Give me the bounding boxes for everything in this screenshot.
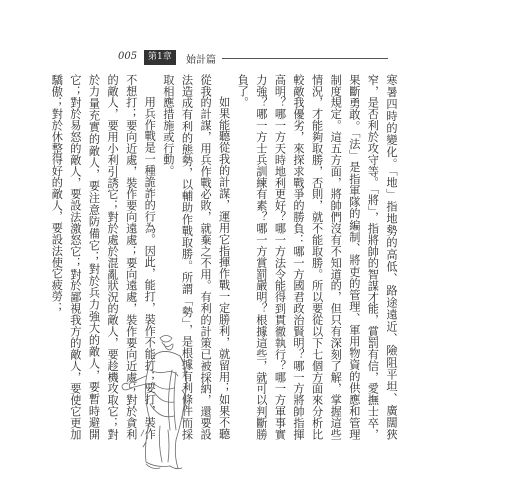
header-divider [222,58,388,59]
page-header [118,50,388,66]
section-title: 始計篇 [186,55,216,66]
paragraph-1: 寒暑四時的變化。「地」指地勢的高低、路途遠近、險阻平坦、廣闊狹窄，是否利於攻守等。「將」，指將帥的智謀才能，賞罰有信，愛撫士卒，果斷勇敢。「法」是指軍隊的編制、將吏的管理、軍用物資的供應和管理制度規定。這五方面，將帥們沒有不知道的，但只有深刻了解，掌握這些情況，才能夠取勝，否則，就不能取勝。所以要從以下七個方面來分析比較敵我優劣，來探求戰爭的勝負：哪一方國君政治賢明？哪一方將帥指揮高明？哪一方天時地利更好？哪一方法令能得到貫徹執行？哪一方軍事實力強？哪一方士兵訓練有素？哪一方賞罰嚴明？根據這些，就可以判斷勝負了。 [236,74,398,440]
page-number: 005 [118,51,138,62]
paragraph-2: 如果能聽從我的計謀，運用它指揮作戰一定勝利，就留用；如果不聽從我的計謀，用兵作戰必敗，就棄之不用。有利的計策已被採納，還要設法造成有利的態勢，以輔助作戰取勝。所謂「勢」，是根據有利條件而採取相應措施或行動。 [161,74,231,440]
paragraph-3: 用兵作戰是一種詭詐的行為。因此，能打，裝作不能打；要打，裝作不想打；要向近處，裝作要向遠處；要向遠處，裝作要向近處；對於貪利的敵人，要用小利引誘它；對於處於混亂狀況的敵人，要趁機攻取它；對於力量充實的敵人，要注意防備它；對於兵力強大的敵人，要暫時避開它；對於易怒的敵人，要設法激怒它；對於鄙視我方的敵人，要使它更加驕傲；對於休整得好的敵人，要設法使它疲勞； [50,74,157,440]
scholar-illustration [116,330,198,480]
chapter-badge: 第1章 [144,50,176,65]
